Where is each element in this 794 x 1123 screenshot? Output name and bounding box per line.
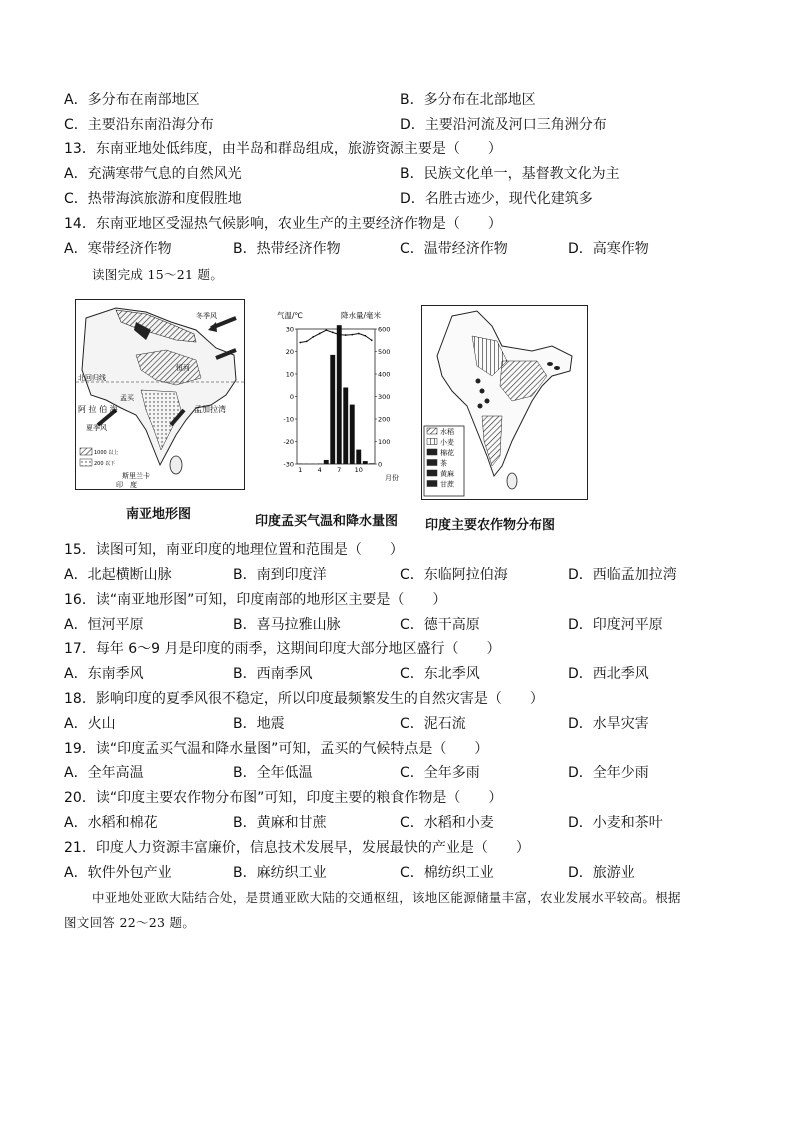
- temperature-point: [306, 340, 308, 342]
- q17-option-c: C．东北季风: [400, 666, 480, 682]
- q18-option-b: B．地震: [233, 716, 285, 732]
- south-asia-terrain-map: [75, 299, 245, 490]
- q20-option-c: C．水稻和小麦: [400, 815, 494, 831]
- month-tick-label: 1: [298, 466, 303, 474]
- precip-tick-label: 0: [378, 460, 383, 469]
- temperature-line: [300, 330, 372, 342]
- temp-tick-label: -30: [283, 460, 294, 469]
- precip-tick-label: 300: [378, 393, 391, 401]
- precip-bar: [369, 463, 374, 464]
- q19-option-c: C．全年多雨: [400, 765, 480, 781]
- bay-of-bengal-label: 孟加拉湾: [194, 405, 226, 414]
- month-axis-label: 月份: [385, 474, 399, 481]
- indian-ocean-label: 印 度: [116, 481, 137, 489]
- mumbai-label: 孟买: [120, 394, 134, 402]
- sri-lanka-label: 斯里兰卡: [122, 472, 150, 480]
- q14-option-a: A．寒带经济作物: [64, 241, 172, 257]
- crops-map-graphic: [422, 306, 587, 499]
- temp-tick-label: 20: [285, 348, 294, 356]
- crop-legend-label: 水稻: [440, 428, 454, 436]
- q14-option-d: D．高寒作物: [568, 241, 649, 257]
- summer-monsoon-label: 夏季风: [86, 424, 107, 432]
- precip-bar: [324, 460, 329, 464]
- precip-bar: [343, 388, 348, 465]
- q13-option-c: C．热带海滨旅游和度假胜地: [64, 191, 242, 207]
- precip-bar: [350, 405, 355, 464]
- precip-bar: [356, 450, 361, 464]
- plot-frame: [297, 329, 375, 464]
- india-crops-map: [421, 305, 588, 500]
- q15-option-b: B．南到印度洋: [233, 567, 327, 583]
- temp-tick-label: 10: [285, 370, 294, 379]
- crop-legend-label: 棉花: [440, 449, 454, 457]
- question-17-stem: 17．每年 6～9 月是印度的雨季，这期间印度大部分地区盛行（ ）: [64, 641, 501, 657]
- precip-tick-label: 200: [378, 415, 391, 424]
- month-tick-label: 10: [354, 466, 363, 474]
- q15-option-a: A．北起横断山脉: [64, 567, 172, 583]
- mumbai-climate-chart: [275, 309, 410, 481]
- temperature-point: [299, 342, 301, 344]
- crop-legend-swatch: [427, 470, 437, 476]
- q18-option-d: D．水旱灾害: [568, 716, 649, 732]
- option-a: A．多分布在南部地区: [64, 92, 200, 108]
- tropic-label: 北回归线: [78, 374, 106, 382]
- month-tick-label: 4: [317, 466, 322, 474]
- q13-option-a: A．充满寒带气息的自然风光: [64, 166, 242, 182]
- central-asia-intro-line1: 中亚地处亚欧大陆结合处，是贯通亚欧大陆的交通枢纽，该地区能源储量丰富，农业发展水平较高。根据: [92, 890, 681, 905]
- option-c: C．主要沿东南沿海分布: [64, 117, 214, 133]
- q13-option-d: D．名胜古迹少，现代化建筑多: [400, 191, 593, 207]
- q21-option-a: A．软件外包产业: [64, 865, 172, 881]
- question-13-stem: 13．东南亚地处低纬度，由半岛和群岛组成，旅游资源主要是（ ）: [64, 141, 502, 157]
- temp-tick-label: 0: [289, 393, 294, 401]
- precip-axis-label: 降水量/毫米: [341, 311, 382, 320]
- precip-tick-label: 100: [378, 438, 391, 446]
- crop-legend-swatch: [427, 449, 437, 455]
- temperature-point: [345, 334, 347, 336]
- arabian-sea-label: 阿 拉 伯 海: [78, 405, 118, 414]
- q16-option-b: B．喜马拉雅山脉: [233, 617, 341, 633]
- q14-option-b: B．热带经济作物: [233, 241, 341, 257]
- temperature-point: [319, 333, 321, 335]
- q21-option-c: C．棉纺织工业: [400, 865, 494, 881]
- q14-option-c: C．温带经济作物: [400, 241, 508, 257]
- read-figure-intro: 读图完成 15～21 题。: [92, 267, 224, 282]
- temp-tick-label: -10: [283, 415, 294, 424]
- crop-legend-swatch: [427, 481, 437, 487]
- option-d: D．主要沿河流及河口三角洲分布: [400, 117, 607, 133]
- temperature-point: [351, 334, 353, 336]
- crop-legend-label: 茶: [440, 459, 447, 468]
- question-15-stem: 15．读图可知，南亚印度的地理位置和范围是（ ）: [64, 542, 404, 558]
- temperature-point: [371, 339, 373, 341]
- question-21-stem: 21．印度人力资源丰富廉价，信息技术发展早，发展最快的产业是（ ）: [64, 840, 530, 856]
- q17-option-b: B．西南季风: [233, 666, 313, 682]
- precip-bar: [337, 325, 342, 464]
- ganges-label: 恒河: [176, 364, 190, 372]
- climate-chart-caption: 印度孟买气温和降水量图: [255, 514, 399, 529]
- q21-option-d: D．旅游业: [568, 865, 635, 881]
- q16-option-d: D．印度河平原: [568, 617, 663, 633]
- temperature-point: [325, 329, 327, 331]
- precip-tick-label: 500: [378, 348, 391, 356]
- q18-option-c: C．泥石流: [400, 716, 466, 732]
- q19-option-d: D．全年少雨: [568, 765, 649, 781]
- question-19-stem: 19．读“印度孟买气温和降水量图”可知，孟买的气候特点是（ ）: [64, 741, 489, 757]
- precip-tick-label: 400: [378, 370, 391, 379]
- q20-option-b: B．黄麻和甘蔗: [233, 815, 327, 831]
- q21-option-b: B．麻纺织工业: [233, 865, 327, 881]
- q19-option-b: B．全年低温: [233, 765, 313, 781]
- q20-option-d: D．小麦和茶叶: [568, 815, 663, 831]
- central-asia-intro-line2: 图文回答 22～23 题。: [64, 915, 196, 930]
- terrain-map-graphic: [76, 300, 244, 489]
- winter-monsoon-label: 冬季风: [196, 312, 217, 320]
- temperature-point: [364, 335, 366, 337]
- question-16-stem: 16．读“南亚地形图”可知，印度南部的地形区主要是（ ）: [64, 592, 447, 608]
- crops-map-caption: 印度主要农作物分布图: [425, 518, 556, 533]
- temperature-point: [332, 331, 334, 333]
- q16-option-c: C．德干高原: [400, 617, 480, 633]
- q16-option-a: A．恒河平原: [64, 617, 144, 633]
- crop-legend-swatch: [427, 428, 437, 434]
- option-b: B．多分布在北部地区: [400, 92, 536, 108]
- temperature-point: [338, 334, 340, 336]
- crop-legend-label: 小麦: [440, 438, 454, 447]
- precip-tick-label: 600: [378, 325, 391, 334]
- crop-legend-label: 甘蔗: [440, 480, 454, 489]
- crop-legend-swatch: [427, 460, 437, 466]
- question-18-stem: 18．影响印度的夏季风很不稳定，所以印度最频繁发生的自然灾害是（ ）: [64, 691, 544, 707]
- crop-legend-swatch: [427, 439, 437, 445]
- terrain-map-caption: 南亚地形图: [126, 507, 192, 522]
- q15-option-d: D．西临孟加拉湾: [568, 567, 677, 583]
- q17-option-a: A．东南季风: [64, 666, 144, 682]
- temperature-point: [358, 333, 360, 335]
- temp-tick-label: -20: [283, 438, 294, 446]
- climate-chart-graphic: [275, 309, 410, 481]
- question-20-stem: 20．读“印度主要农作物分布图”可知，印度主要的粮食作物是（ ）: [64, 790, 503, 806]
- q20-option-a: A．水稻和棉花: [64, 815, 158, 831]
- question-14-stem: 14．东南亚地区受湿热气候影响，农业生产的主要经济作物是（ ）: [64, 216, 502, 232]
- temp-axis-label: 气温/℃: [277, 311, 303, 320]
- precip-bar: [330, 355, 335, 464]
- month-tick-label: 7: [337, 466, 342, 474]
- q13-option-b: B．民族文化单一，基督教文化为主: [400, 166, 620, 182]
- q15-option-c: C．东临阿拉伯海: [400, 567, 508, 583]
- precip-bar: [363, 461, 368, 464]
- temperature-point: [312, 336, 314, 338]
- q19-option-a: A．全年高温: [64, 765, 144, 781]
- crop-legend-label: 黄麻: [440, 470, 454, 478]
- q18-option-a: A．火山: [64, 716, 116, 732]
- q17-option-d: D．西北季风: [568, 666, 649, 682]
- legend-high-label: 1000 以上: [94, 450, 119, 456]
- temp-tick-label: 30: [285, 325, 294, 334]
- legend-low-label: 200 以下: [94, 461, 116, 467]
